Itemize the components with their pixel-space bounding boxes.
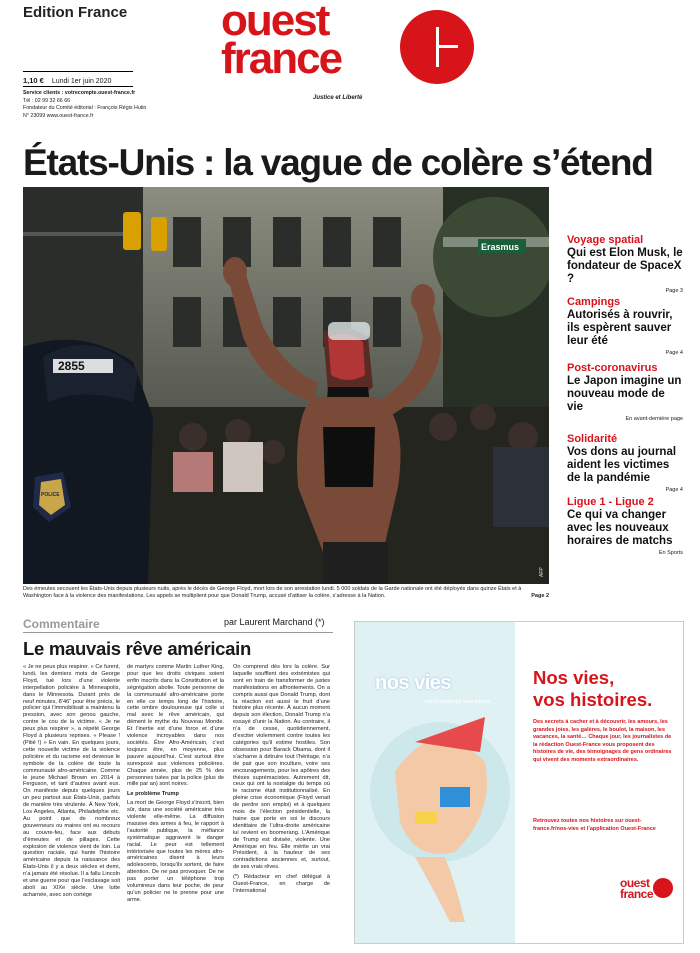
service-line: Fondateur du Comité éditorial : François Régis Hutin	[23, 105, 147, 112]
ad-brand: nos vies	[375, 672, 452, 694]
teaser-title: Qui est Elon Musk, le fondateur de SpaceX ?	[567, 247, 683, 285]
teaser-kicker: Ligue 1 - Ligue 2	[567, 496, 654, 508]
teaser-page: Page 4	[665, 487, 683, 493]
ad-logo-line: ouest	[620, 876, 650, 890]
price: 1,10 €	[23, 76, 44, 85]
logo-line-2: france	[221, 34, 342, 83]
commentary-kicker: Commentaire	[23, 617, 100, 631]
edition-label: Edition France	[23, 4, 128, 21]
teaser-campings[interactable]	[567, 296, 683, 356]
caption-text: Des émeutes secouent les États-Unis depuis plusieurs nuits, après le décès de George Floyd, mort lors de son arrestation lundi. 5 000 soldats de la Garde nationale ont été déployés dans quinze États et à Washington face à la violence des manifestations. Les appels se multiplient pour que Donald Trump, accusé d’attiser la colère, s’adresse à la Nation.	[23, 586, 522, 600]
street-sign: Erasmus	[481, 242, 520, 252]
teaser-kicker: Voyage spatial	[567, 234, 644, 246]
ad-brand-sub: nos histoires qui nous parlent	[425, 699, 491, 705]
teaser-title: Ce qui va changer avec les nouveaux horaires de matchs	[567, 509, 673, 547]
teaser-spacex[interactable]	[567, 234, 683, 294]
nos-vies-advertisement[interactable]	[354, 621, 684, 944]
teaser-kicker: Campings	[567, 296, 621, 308]
ouest-france-logo[interactable]	[221, 0, 342, 83]
teaser-page: En avant-dernière page	[625, 416, 683, 422]
divider	[23, 71, 133, 72]
logo-disc-icon	[400, 10, 474, 84]
column-text: de martyrs comme Martin Luther King, pour que les droits civiques soient enfin inscrits dans la Constitution et la ségrégation abolie. Toute personne de la communauté afro-américaine porte en elle ce temps long de l’histoire, cette ombre douloureuse qui colle si mal avec le rêve américain, qui dément le mythe du Nouveau Monde. Et l’inertie est d’une force et d’une violence incroyables dans nos sociétés. Être Afro-Américain, c’est toujours être, en moyenne, plus pauvre aujourd’hui. C’est surtout être surexposé aux violences policières. Chaque année, plus de 25 % des personnes tuées par la police (plus de mille par an) sont noires.	[127, 664, 224, 788]
caption-page: Page 2	[531, 593, 549, 600]
teaser-japon[interactable]	[567, 362, 683, 422]
service-line: Tél : 02 99 32 66 66	[23, 97, 71, 104]
issue-date: Lundi 1er juin 2020	[51, 78, 112, 85]
main-headline[interactable]: États-Unis : la vague de colère s’étend	[23, 142, 653, 183]
ad-illustration	[355, 622, 515, 943]
service-info	[23, 90, 203, 120]
ad-logo	[620, 878, 653, 900]
commentary-column-2	[127, 664, 224, 904]
teaser-kicker: Solidarité	[567, 433, 618, 445]
teaser-kicker: Post-coronavirus	[567, 362, 658, 374]
ad-link-text[interactable]: Retrouvez toutes nos histoires sur ouest-france.fr/nos-vies et l’application Ouest-France	[533, 818, 656, 832]
motto: Justice et Liberté	[313, 95, 363, 101]
ad-title-line: vos histoires.	[533, 689, 653, 710]
column-text: La mort de George Floyd s’inscrit, bien sûr, dans une société américaine très violente elle-même. La diffusion massive des armes à feu, le rapport à l’autorité publique, la méfiance systématique aggravent le danger racial. Le peur est tellement intériorisée que toutes les mères afro-américaines disent à leurs adolescents, lorsqu’ils sortent, de faire attention. De ne pas provoquer. De ne pas porter un téléphone trop volumineux dans leur poche, de peur qu’un policier ne le prenne pour une arme.	[127, 800, 224, 903]
column-text: On comprend dès lors la colère. Sur laquelle soufflent des extrémistes qui sont en train de transformer de justes manifestations en affrontements. On a compris aussi que Donald Trump, dont la réaction est aussi le fruit d’une histoire plus récente. À aucun moment depuis son élection, Donald Trump n’a essayé d’unir la Nation. Au contraire, il n’a de cesse, quotidiennement, d’exciter violemment contre toutes les catégories qu’il estime hostiles. Son obsession pour Barack Obama, dont il s’acharne à détruire tout l’héritage, n’a de pair que son inculture, voire ses encouragements, pour les apôtres des thèses suprémacistes. Autrement dit, ceux qui ont la nostalgie du temps où le racisme était institutionnalisé. En pleine crise économique (Floyd venait de perdre son emploi) et à quelques mois de l’élection présidentielle, la haine que porte en soi le discours identitaire de l’ultra-droite américaine lui revient en boomerang. L’Amérique de Trump est divisée, violente. Une Amérique en feu. Elle mérite un vrai Président, à la hauteur de ses contradictions anciennes et, surtout, de ses vrais rêves.	[233, 664, 330, 871]
teaser-title: Le Japon imagine un nouveau mode de vie	[567, 375, 682, 413]
teaser-ligue[interactable]	[567, 496, 683, 556]
teaser-page: Page 4	[665, 350, 683, 356]
ad-logo-line: france	[620, 887, 654, 901]
teaser-title: Autorisés à rouvrir, ils espèrent sauver leur été	[567, 309, 673, 347]
column-text: « Je ne peux plus respirer. » Ce furent, lundi, les derniers mots de George Floyd, tué lors d’une violente interpellation policière à Minneapolis, dans le Minnesota. Durant près de neuf minutes, 8’46” pour être précis, le policier qui l’immobilisait a maintenu la pression, avec son genou gauche, contre le cou de la victime. « Je ne peux plus respirer », a répété George Floyd à plusieurs reprises. « Please ! (Pitié !) » En vain. En quelques jours, cette nouvelle victime de la violence policière et du racisme est devenue le symbole de la colère de toute la communauté afro-américaine. Comme le jeune Michael Brown en 2014 à Ferguson, et tant d’autres avant eux. On manifeste depuis quelques jours un peu partout aux États-Unis, parfois de manière très virulente. À New York, Los Angeles, Atlanta, Philadelphie etc. Au point que de nombreux gouverneurs ou maires ont eu recours au couvre-feu, face aux débuts d’émeutes et de pillages. Cette explosion de violence vient de loin. La question raciale, qui hante l’histoire américaine depuis la naissance des États-Unis il y a deux siècles et demi, n’a jamais été résolue. Il a fallu Lincoln et une guerre pour que l’esclavage soit aboli au XIXe siècle. Une lutte acharnée, avec son cortège	[23, 664, 120, 898]
commentary-column-1	[23, 664, 120, 899]
service-line: Service clients : votrecompte.ouest-france.fr	[23, 90, 136, 96]
ad-title	[533, 667, 652, 711]
police-badge-text: POLICE	[41, 492, 60, 498]
teaser-title: Vos dons au journal aident les victimes de la pandémie	[567, 446, 677, 484]
ad-logo-disc-icon	[653, 878, 673, 898]
divider	[23, 86, 133, 87]
teaser-page: En Sports	[658, 550, 683, 556]
logo-line-1: ouest	[221, 0, 329, 45]
teaser-solidarite[interactable]	[567, 433, 683, 493]
author-note: (*) Rédacteur en chef délégué à Ouest-France, en charge de l’international	[233, 874, 330, 894]
ad-title-line: Nos vies,	[533, 667, 615, 688]
helmet-number: 2855	[58, 359, 85, 373]
divider	[23, 632, 333, 633]
column-subhead: Le problème Trump	[127, 791, 179, 798]
teaser-page: Page 3	[665, 288, 683, 294]
commentary-author: par Laurent Marchand (*)	[224, 617, 325, 627]
ad-text: Des secrets à cacher et à découvrir, les amours, les grandes joies, les galères, le boulot, la maison, les vacances, la santé… Chaque jour, les journalistes de la rédaction Ouest-France vous proposent des histoires de vie, des témoignages de gens ordinaires qui vivent des moments extraordinaires.	[533, 719, 672, 763]
service-line: N° 23099 www.ouest-france.fr	[23, 112, 94, 119]
main-photo[interactable]	[23, 187, 549, 584]
commentary-column-3	[233, 664, 330, 895]
commentary-title[interactable]: Le mauvais rêve américain	[23, 638, 252, 659]
photo-caption	[23, 586, 549, 600]
photo-credit: AFP	[539, 567, 545, 577]
price-date-line	[23, 76, 111, 85]
